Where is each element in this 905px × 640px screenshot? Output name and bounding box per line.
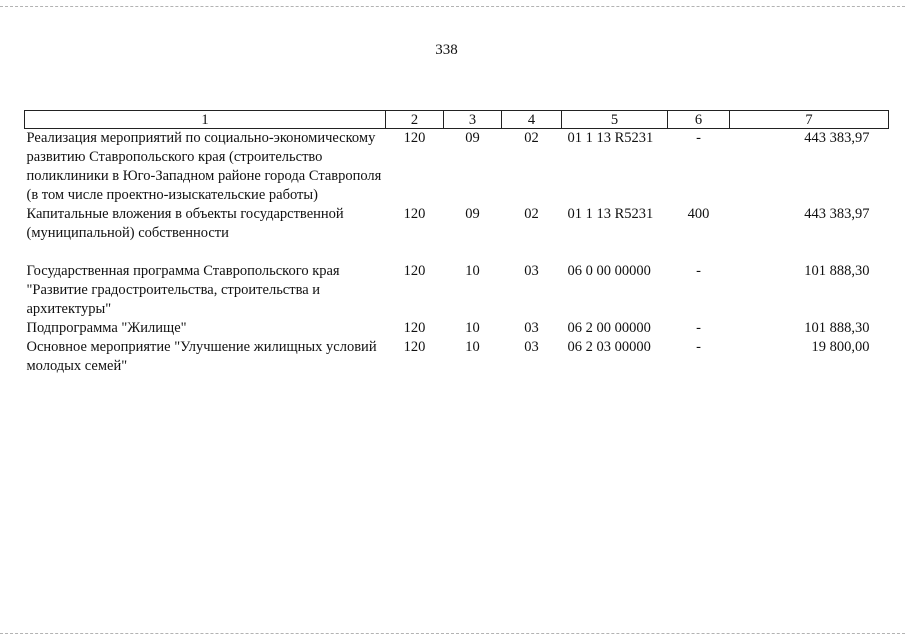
row-col-6: - <box>696 320 701 336</box>
row-col-5: 01 1 13 R5231 <box>567 206 654 222</box>
row-col-2: 120 <box>403 206 426 222</box>
row-col-2: 120 <box>403 263 426 279</box>
row-name: Капитальные вложения в объекты государственной (муниципальной) собственности <box>26 206 344 241</box>
scan-edge-top <box>0 6 905 7</box>
row-col-4: 02 <box>524 130 539 146</box>
row-col-7: 101 888,30 <box>804 320 870 336</box>
row-col-3: 10 <box>465 320 480 336</box>
row-col-4: 03 <box>524 263 539 279</box>
row-col-6: - <box>696 339 701 355</box>
table-row <box>25 129 889 206</box>
table-row <box>25 338 889 376</box>
row-col-6: 400 <box>687 206 710 222</box>
row-col-4: 03 <box>524 320 539 336</box>
row-col-3: 10 <box>465 263 480 279</box>
header-col-5: 5 <box>562 111 668 129</box>
row-col-5: 06 2 00 00000 <box>567 320 651 336</box>
budget-table <box>24 110 889 376</box>
row-col-7: 101 888,30 <box>804 263 870 279</box>
scan-edge-bottom <box>0 633 905 634</box>
header-col-6: 6 <box>668 111 730 129</box>
row-col-7: 443 383,97 <box>804 206 870 222</box>
row-name: Основное мероприятие "Улучшение жилищных условий молодых семей" <box>26 339 377 374</box>
row-col-6: - <box>696 263 701 279</box>
header-col-2: 2 <box>386 111 444 129</box>
row-col-4: 03 <box>524 339 539 355</box>
header-col-7: 7 <box>730 111 889 129</box>
table-row <box>25 262 889 319</box>
header-col-4: 4 <box>502 111 562 129</box>
row-col-5: 06 0 00 00000 <box>567 263 651 279</box>
header-col-1: 1 <box>25 111 386 129</box>
row-col-2: 120 <box>403 339 426 355</box>
row-col-3: 10 <box>465 339 480 355</box>
row-col-7: 443 383,97 <box>804 130 870 146</box>
row-col-3: 09 <box>465 206 480 222</box>
row-name: Государственная программа Ставропольского края "Развитие градостроительства, строительства и архитектуры" <box>26 263 340 317</box>
table-row <box>25 205 889 262</box>
row-name: Подпрограмма "Жилище" <box>26 320 187 336</box>
row-col-3: 09 <box>465 130 480 146</box>
row-col-4: 02 <box>524 206 539 222</box>
row-col-5: 01 1 13 R5231 <box>567 130 654 146</box>
page-number: 338 <box>435 42 458 58</box>
row-col-7: 19 800,00 <box>811 339 870 355</box>
row-col-5: 06 2 03 00000 <box>567 339 651 355</box>
row-col-6: - <box>696 130 701 146</box>
header-row <box>25 111 889 129</box>
header-col-3: 3 <box>444 111 502 129</box>
row-col-2: 120 <box>403 320 426 336</box>
table-row <box>25 319 889 338</box>
row-col-2: 120 <box>403 130 426 146</box>
row-name: Реализация мероприятий по социально-экономическому развитию Ставропольского края (строительство поликлиники в Юго-Западном районе города Ставрополя (в том числе проектно-изыскательские работы) <box>26 130 382 203</box>
